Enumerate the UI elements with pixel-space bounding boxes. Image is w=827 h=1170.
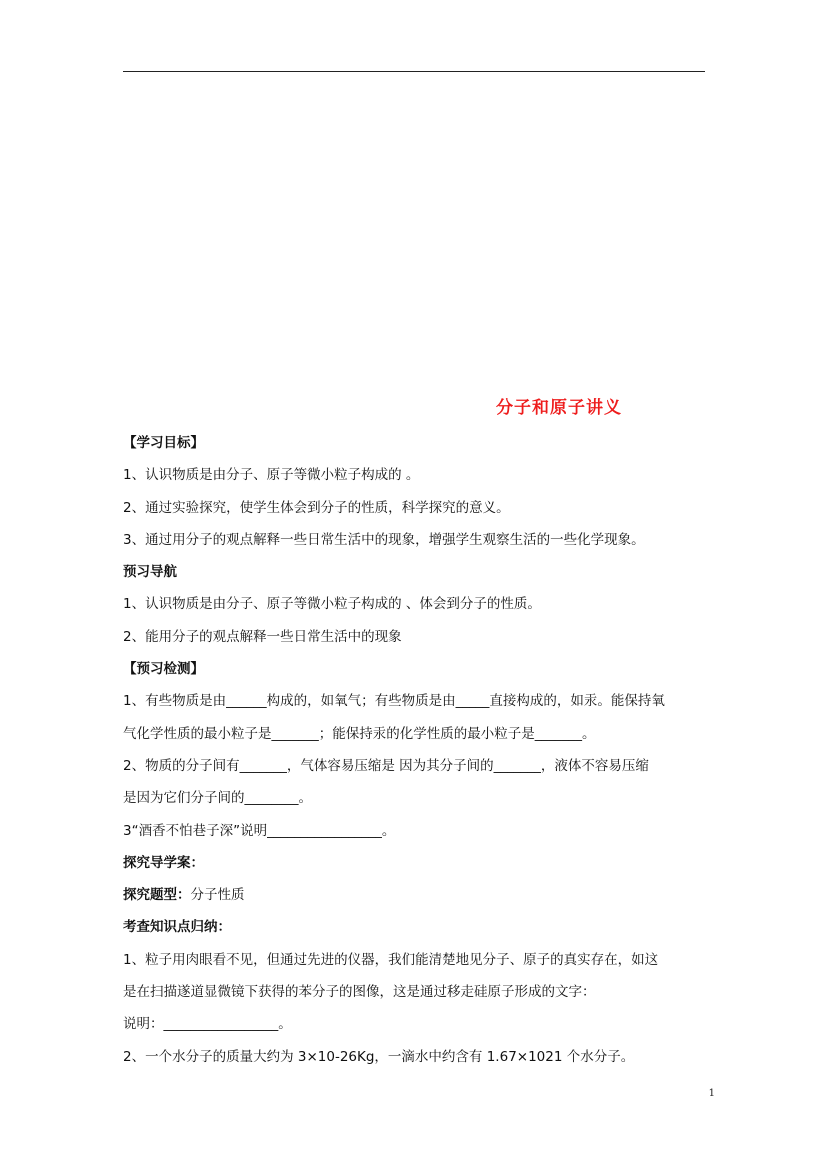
paragraph-line: 1、认识物质是由分子、原子等微小粒子构成的 。 (123, 467, 420, 484)
inquiry-type-line (123, 879, 713, 911)
section-heading-preview-check: 【预习检测】 (123, 661, 204, 678)
paragraph-line: 3“酒香不怕巷子深”说明_________________。 (123, 822, 396, 839)
paragraph-line: 2、通过实验探究，使学生体会到分子的性质，科学探究的意义。 (123, 499, 510, 516)
paragraph-line: 是在扫描遂道显微镜下获得的苯分子的图像，这是通过移走硅原子形成的文字： (123, 984, 596, 1001)
paragraph-line: 说明：_________________。 (123, 1016, 292, 1033)
section-heading-learning-goals: 【学习目标】 (123, 435, 204, 451)
paragraph-line: 气化学性质的最小粒子是_______；能保持汞的化学性质的最小粒子是_______。 (123, 725, 596, 742)
paragraph-line: 是因为它们分子间的________。 (123, 790, 312, 807)
paragraph-line: 2、能用分子的观点解释一些日常生活中的现象 (123, 628, 402, 645)
paragraph-line: 1、有些物质是由______构成的，如氧气；有些物质是由_____直接构成的，如汞。能保持氧 (123, 693, 665, 710)
paragraph-line: 2、物质的分子间有_______，气体容易压缩是 因为其分子间的_______，液体不容易压缩 (123, 757, 649, 774)
paragraph-line: 2、一个水分子的质量大约为 3×10-26Kg，一滴水中约含有 1.67×1021 个水分子。 (123, 1048, 635, 1065)
paragraph-line: 1、粒子用肉眼看不见，但通过先进的仪器，我们能清楚地见分子、原子的真实存在，如这 (123, 951, 659, 968)
paragraph-line: 1、认识物质是由分子、原子等微小粒子构成的 、体会到分子的性质。 (123, 596, 541, 613)
document-body (123, 427, 713, 1073)
document-title: 分子和原子讲义 (496, 398, 622, 418)
inquiry-type-label: 探究题型： (123, 887, 191, 904)
paragraph-line: 3、通过用分子的观点解释一些日常生活中的现象，增强学生观察生活的一些化学现象。 (123, 531, 645, 548)
inquiry-type-value: 分子性质 (190, 887, 245, 904)
header-rule (123, 71, 705, 72)
section-heading-inquiry: 探究导学案： (123, 854, 204, 871)
page-number: 1 (708, 1088, 715, 1099)
section-heading-knowledge-points: 考查知识点归纳： (123, 919, 231, 936)
section-heading-preview-guide: 预习导航 (123, 564, 177, 581)
